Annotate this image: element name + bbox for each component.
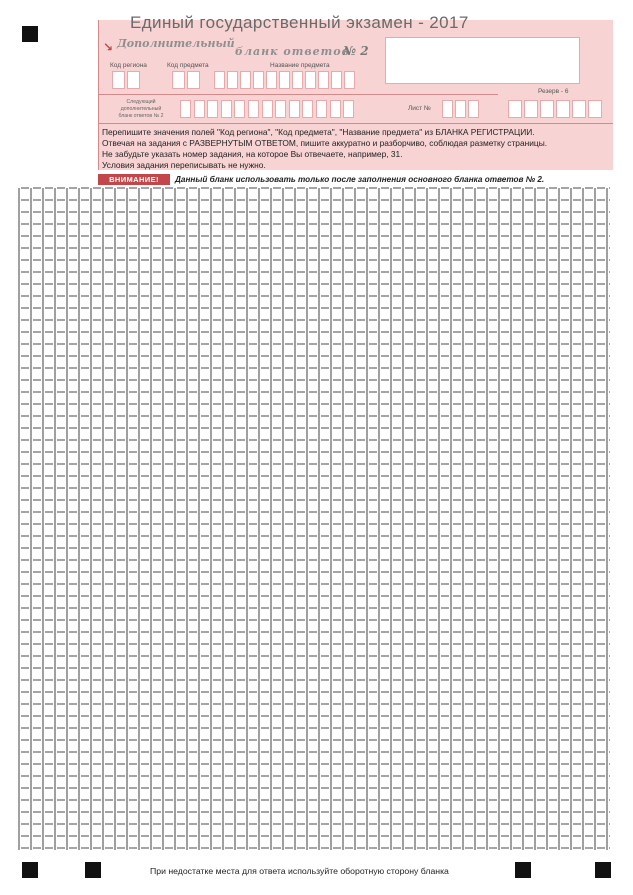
subject-code-label: Код предмета <box>167 62 209 69</box>
next-form-label-2: дополнительный <box>120 106 162 112</box>
attention-badge: ВНИМАНИЕ! <box>98 174 170 185</box>
reserve-label: Резерв - 6 <box>538 88 569 95</box>
subject-name-label: Название предмета <box>270 62 330 69</box>
form-name-line2: бланк ответов <box>235 45 350 58</box>
region-code-label: Код региона <box>110 62 147 69</box>
exam-title: Единый государственный экзамен - 2017 <box>130 13 469 32</box>
form-number: № 2 <box>343 44 369 58</box>
next-form-label-1: Следующий <box>126 99 156 105</box>
sheet-number-label: Лист № <box>408 105 431 112</box>
arrow-icon: ↘ <box>103 40 114 54</box>
attention-text: Данный бланк использовать только после заполнения основного бланка ответов № 2. <box>175 175 545 184</box>
instruction-line-4: Условия задания переписывать не нужно. <box>102 160 266 170</box>
instruction-line-1: Перепишите значения полей "Код региона", "Код предмета", "Название предмета" из БЛАНКА РЕГИСТРАЦИИ. <box>102 127 535 137</box>
next-form-label-3: бланк ответов № 2 <box>118 113 164 119</box>
footer-note: При недостатке места для ответа используйте оборотную сторону бланка <box>150 866 449 876</box>
instruction-line-2: Отвечая на задания с РАЗВЕРНУТЫМ ОТВЕТОМ, пишите аккуратно и разборчиво, соблюдая разметку страницы. <box>102 138 548 148</box>
instruction-line-3: Не забудьте указать номер задания, на которое Вы отвечаете, например, 31. <box>102 149 403 159</box>
form-name-line1: Дополнительный <box>117 37 235 50</box>
